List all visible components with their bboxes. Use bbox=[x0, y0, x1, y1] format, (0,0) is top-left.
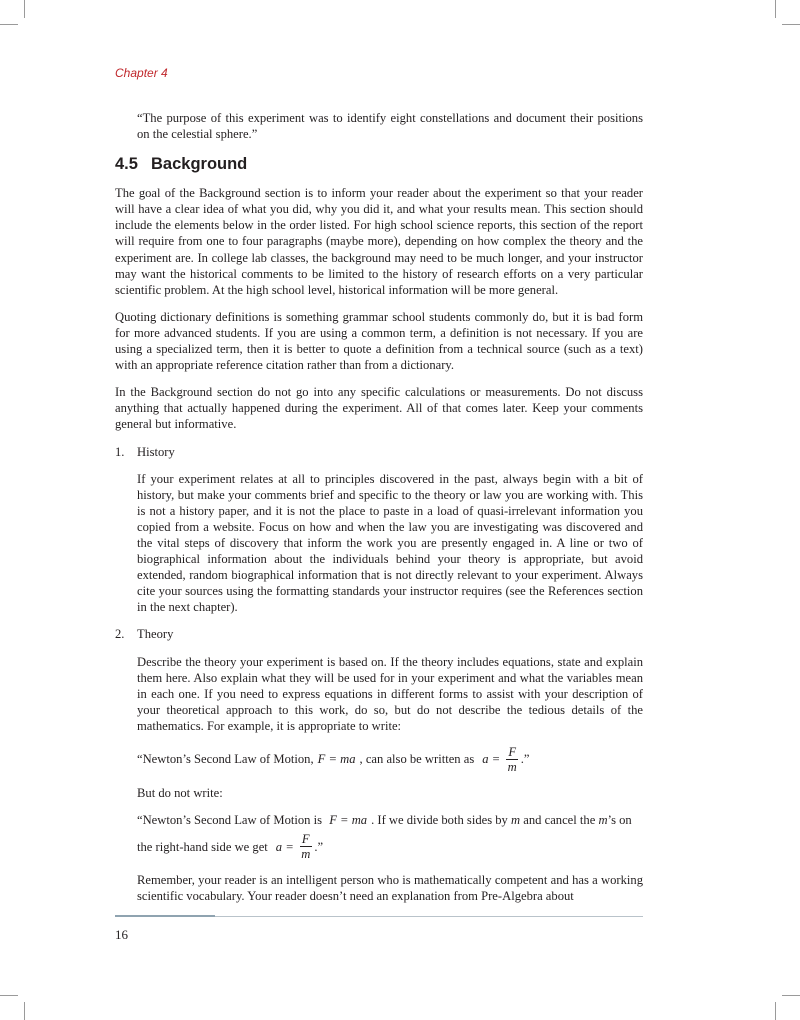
equals-sign: = bbox=[286, 839, 294, 854]
equation-variable: m bbox=[598, 813, 608, 828]
list-text: If your experiment relates at all to principles discovered in the past, always begin with a bit of history, but make your comments brief and specific to the theory or law you are working with. This is not a history paper, and it is not the place to paste in a load of quasi-irrelevant information you copied from a website. Focus on how and when the law you are investigating was discovered and the vital steps of discovery that inform the work you are presently engaged in. A line or two of biographical information about the individuals behind your theory is appropriate, but avoid extended, random biographical information that is not directly relevant to your experiment. Always cite your sources using the formatting standards your instructor requires (see the References section in the next chapter). bbox=[137, 471, 643, 615]
crop-mark bbox=[24, 0, 25, 18]
example-text: , can also be written as bbox=[359, 752, 475, 767]
fraction-denominator: m bbox=[301, 847, 311, 862]
section-title: Background bbox=[151, 155, 248, 174]
example-text: “Newton’s Second Law of Motion, bbox=[137, 752, 314, 767]
opening-quote: “The purpose of this experiment was to identify eight constellations and document their positions on the celestial sphere.” bbox=[137, 111, 643, 142]
equals-sign: = bbox=[492, 752, 500, 767]
example-bad-line1 bbox=[137, 812, 643, 828]
page-body bbox=[115, 110, 643, 915]
example-text: ’s on bbox=[607, 813, 632, 828]
crop-mark bbox=[782, 995, 800, 996]
page-number: 16 bbox=[115, 927, 128, 942]
paragraph: The goal of the Background section is to inform your reader about the experiment so that your reader will have a clear idea of what you did, why you did it, and what your results mean. This section should include the elements below in the order listed. For high school science reports, this section of the report will require from one to four paragraphs (maybe more), depending on how complex the theory and the experiment are. In college lab classes, the background may need to be much longer, and your instructor may want the historical comments to be limited to the history of research efforts on a very particular scientific problem. At the high school level, historical information will be more general. bbox=[115, 186, 643, 297]
crop-mark bbox=[775, 0, 776, 18]
fraction-numerator: F bbox=[301, 832, 310, 847]
list-number: 1. bbox=[115, 444, 125, 459]
fraction-denominator: m bbox=[507, 760, 517, 774]
paragraph: Quoting dictionary definitions is something grammar school students commonly do, but it is bad form for more advanced students. If you are using a common term, a definition is not necessary. If you are using a specialized term, then it is better to quote a definition from a technical source (such as a text) with an appropriate reference citation rather than from a dictionary. bbox=[115, 309, 643, 373]
crop-mark bbox=[0, 995, 18, 996]
equation: F = ma bbox=[329, 813, 368, 828]
section-heading bbox=[115, 154, 643, 174]
example-text: . If we divide both sides by bbox=[371, 813, 508, 828]
chapter-label: Chapter 4 bbox=[115, 66, 168, 80]
crop-mark bbox=[782, 24, 800, 25]
fraction-numerator: F bbox=[508, 745, 517, 759]
example-text: the right-hand side we get bbox=[137, 839, 268, 854]
equation-variable: m bbox=[511, 813, 521, 828]
paragraph: In the Background section do not go into any specific calculations or measurements. Do not discuss anything that actually happened during the experiment. All of that comes later. Keep your comments general but informative. bbox=[115, 385, 643, 432]
section-number: 4.5 bbox=[115, 155, 138, 174]
example-bad-line2 bbox=[137, 832, 643, 861]
example-good bbox=[137, 745, 643, 774]
example-text: .” bbox=[314, 839, 324, 854]
crop-mark bbox=[24, 1002, 25, 1020]
list-number: 2. bbox=[115, 627, 125, 642]
example-text: “Newton’s Second Law of Motion is bbox=[137, 813, 323, 828]
footer-rule-accent bbox=[115, 915, 215, 917]
list-text: Describe the theory your experiment is based on. If the theory includes equations, state and explain them here. Also explain what they will be used for in your experiment and what the variables mean in each one. If you need to express equations in different forms to assist with your description of your theoretical approach to this work, do so, but do not describe the tedious details of the mathematics. For example, it is appropriate to write: bbox=[137, 654, 643, 733]
crop-mark bbox=[0, 24, 18, 25]
list-item-history bbox=[115, 444, 643, 616]
list-title: Theory bbox=[137, 627, 174, 642]
example-text: and cancel the bbox=[523, 813, 596, 828]
but-do-not-text: But do not write: bbox=[137, 786, 223, 800]
closing-paragraph: Remember, your reader is an intelligent person who is mathematically competent and has a working scientific vocabulary. Your reader doesn’t need an explanation from Pre-Algebra about bbox=[137, 873, 643, 904]
equation: F = ma bbox=[317, 752, 356, 767]
equation-variable: a bbox=[482, 752, 489, 767]
list-title: History bbox=[137, 444, 175, 459]
equation-variable: a bbox=[275, 839, 283, 854]
fraction bbox=[299, 832, 312, 861]
fraction bbox=[506, 745, 519, 774]
example-text: .” bbox=[520, 752, 530, 767]
crop-mark bbox=[775, 1002, 776, 1020]
list-item-theory bbox=[115, 626, 643, 904]
